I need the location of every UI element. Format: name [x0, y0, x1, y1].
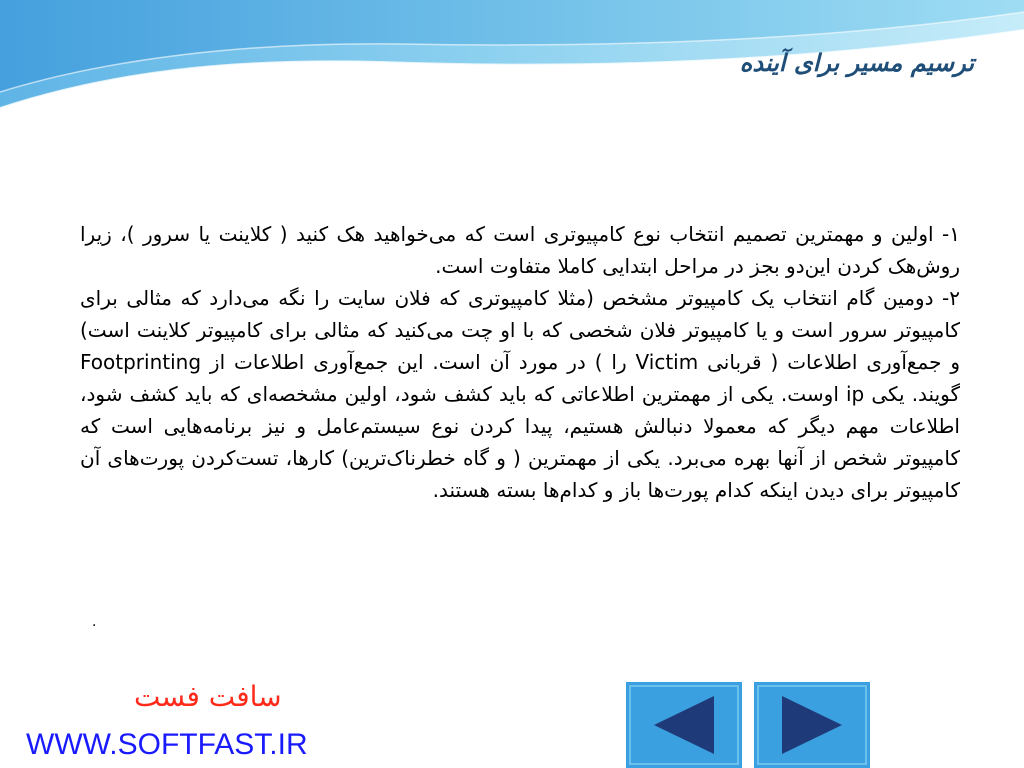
- brand-name: سافت فست: [134, 680, 282, 713]
- previous-slide-button[interactable]: [626, 682, 742, 768]
- trailing-mark: .: [92, 614, 97, 630]
- slide-body: [80, 218, 960, 506]
- triangle-right-icon: [754, 682, 870, 768]
- triangle-left-icon: [626, 682, 742, 768]
- brand-url[interactable]: WWW.SOFTFAST.IR: [26, 728, 308, 761]
- paragraph-2: ٢- دومین گام انتخاب یک کامپیوتر مشخص (مثلا کامپیوتری که فلان سایت را نگه می‌دارد که مثالی برای کامپیوتر سرور است و یا کامپیوتر فلان شخصی که با او چت می‌کنید که مثالی برای کامپیوتر کلاینت است) و جمع‌آوری اطلاعات ( قربانی Victim را ) در مورد آن است. این جمع‌آوری اطلاعات از Footprinting گویند. یکی ip اوست. یکی از مهمترین اطلاعاتی که باید کشف شود، اولین مشخصه‌ای که باید کشف شود، اطلاعات مهم دیگر که معمولا دنبالش هستیم، پیدا کردن نوع سیستم‌عامل و نیز برنامه‌هایی است که کامپیوتر شخص از آنها بهره می‌برد. یکی از مهمترین ( و گاه خطرناک‌ترین) کارها، تست‌کردن پورت‌های آن کامپیوتر برای دیدن اینکه کدام پورت‌ها باز و کدام‌ها بسته هستند.: [80, 286, 961, 502]
- slide-title: ترسیم مسیر برای آینده: [739, 48, 974, 77]
- next-slide-button[interactable]: [754, 682, 870, 768]
- paragraph-1: ١- اولین و مهمترین تصمیم انتخاب نوع کامپیوتری است که می‌خواهید هک کنید ( کلاینت یا سرور )، زیرا روش‌هک کردن این‌دو بجز در مراحل ابتدایی کاملا متفاوت است.: [80, 222, 960, 278]
